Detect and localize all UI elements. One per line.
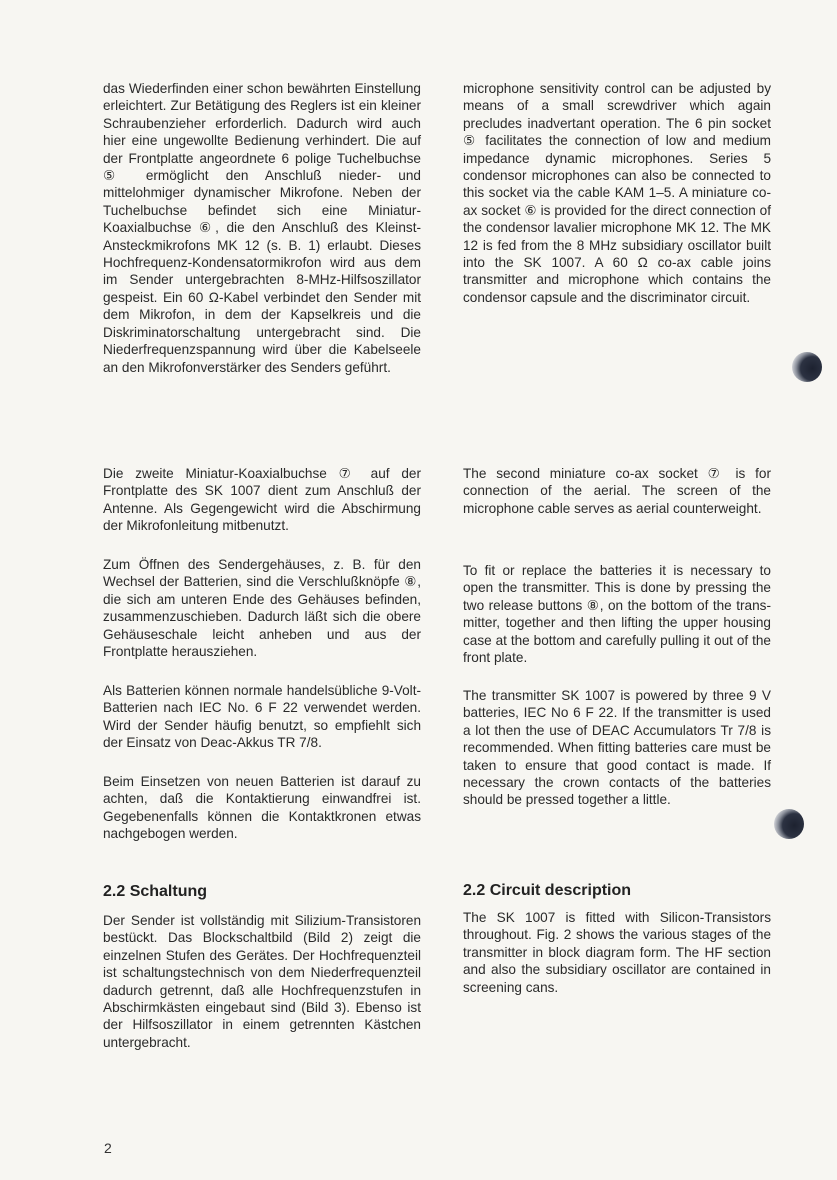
page-number: 2: [104, 1140, 112, 1156]
punch-hole-icon: [774, 809, 804, 839]
de-paragraph-1: das Wiederfinden einer schon bewährten Einstellung erleichtert. Zur Betätigung des Reglers ist ein kleiner Schraubenzieher erforderlich. Dadurch wird auch hier eine ungewollte Bedienung verhindert. Die auf der Frontplatte angeordnete 6 polige Tuchelbuchse ⑤ ermöglicht den Anschluß nieder- und mittelohmiger dynamischer Mikrofone. Neben der Tuchelbuchse befindet sich eine Miniatur-Koaxialbuchse ⑥, die den Anschluß des Kleinst-Ansteckmikrofons MK 12 (s. B. 1) erlaubt. Dieses Hochfrequenz-Kondensatormikrofon wird aus dem im Sender untergebrachten 8-MHz-Hilfsoszillator gespeist. Ein 60 Ω-Kabel verbindet den Sender mit dem Mikrofon, in dem der Kapselkreis und die Diskriminatorschaltung untergebracht sind. Die Niederfrequenzspannung wird über die Kabelseele an den Mikrofonverstärker des Senders geführt.: [103, 81, 421, 375]
de-paragraph-2: Die zweite Miniatur-Koaxialbuchse ⑦ auf der Frontplatte des SK 1007 dient zum Anschluß der Antenne. Als Gegengewicht wird die Abschirmung der Mikrofonleitung mitbenutzt.: [103, 466, 421, 534]
en-paragraph-1: microphone sensitivity control can be adjusted by means of a small screwdriver which again precludes inadvertant operation. The 6 pin socket ⑤ facilitates the connection of low and medium impedance dynamic microphones. Series 5 condensor microphones can also be connected to this socket via the cable KAM 1–5. A miniature co-ax socket ⑥ is provided for the direct connection of the condensor lavalier microphone MK 12. The MK 12 is fed from the 8 MHz subsidiary oscillator built into the SK 1007. A 60 Ω co-ax cable joins transmitter and microphone which contains the condensor capsule and the discriminator circuit.: [463, 81, 771, 305]
de-section-heading: 2.2 Schaltung: [103, 883, 208, 900]
punch-hole-icon: [792, 352, 822, 382]
de-paragraph-5: Beim Einsetzen von neuen Batterien ist darauf zu achten, daß die Kontaktierung einwandfrei ist. Gegebenenfalls können die Kontaktkronen etwas nachgebogen werden.: [103, 774, 421, 842]
en-paragraph-5: The SK 1007 is fitted with Silicon-Transistors throughout. Fig. 2 shows the various stages of the transmitter in block diagram form. The HF section and also the subsidiary oscillator are contained in screening cans.: [463, 910, 771, 995]
de-paragraph-6: Der Sender ist vollständig mit Silizium-Transistoren bestückt. Das Blockschaltbild (Bild 2) zeigt die einzelnen Stufen des Gerätes. Der Hochfrequenzteil ist schaltungstechnisch von dem Niederfrequenzteil dadurch getrennt, daß alle Hochfrequenzstufen in Abschirmkästen eingebaut sind (Bild 3). Ebenso ist der Hilfsoszillator in einem getrennten Kästchen untergebracht.: [103, 913, 421, 1050]
en-paragraph-4: The transmitter SK 1007 is powered by three 9 V batteries, IEC No 6 F 22. If the transmitter is used a lot then the use of DEAC Accumulators Tr 7/8 is recommended. When fitting batteries care must be taken to ensure that good contact is made. If necessary the crown contacts of the batteries should be pressed together a little.: [463, 688, 771, 808]
en-section-heading: 2.2 Circuit description: [463, 882, 632, 899]
de-paragraph-4: Als Batterien können normale handelsübliche 9-Volt-Batterien nach IEC No. 6 F 22 verwendet werden. Wird der Sender häufig benutzt, so empfiehlt sich der Einsatz von Deac-Akkus TR 7/8.: [103, 683, 421, 751]
de-paragraph-3: Zum Öffnen des Sendergehäuses, z. B. für den Wechsel der Batterien, sind die Verschlußknöpfe ⑧, die sich am unteren Ende des Gehäuses befinden, zusammenzuschieben. Dadurch läßt sich die obere Gehäuseschale leicht anheben und aus der Frontplatte herausziehen.: [103, 557, 421, 660]
en-paragraph-2: The second miniature co-ax socket ⑦ is for connection of the aerial. The screen of the microphone cable serves as aerial counterweight.: [463, 466, 771, 516]
en-paragraph-3: To fit or replace the batteries it is necessary to open the transmitter. This is done by pressing the two release buttons ⑧, on the bottom of the transmitter, together and then lifting the upper housing case at the bottom and carefully pulling it out of the front plate.: [463, 563, 771, 666]
